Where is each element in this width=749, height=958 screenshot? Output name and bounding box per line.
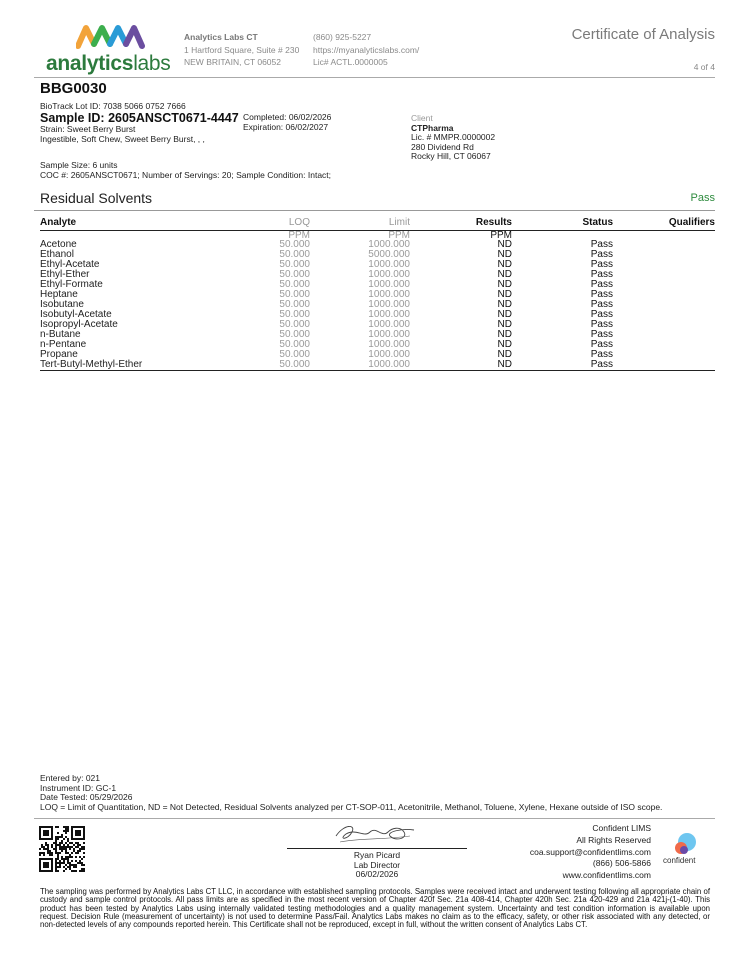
date-tested: Date Tested: 05/29/2026 — [40, 792, 133, 803]
analyte-cell: n-Pentane — [40, 339, 87, 351]
col-status: Status — [512, 217, 613, 230]
document-title: Certificate of Analysis — [571, 26, 715, 43]
limit-cell: 1000.000 — [310, 360, 410, 370]
col-qualifiers: Qualifiers — [613, 217, 715, 230]
analyte-cell: Ethanol — [40, 249, 74, 261]
lab-phone: (860) 925-5227 — [313, 32, 372, 42]
sample-meta — [40, 161, 331, 180]
limit-cell: 1000.000 — [368, 319, 410, 331]
expiration-date: Expiration: 06/02/2027 — [243, 121, 329, 132]
limit-cell: 1000.000 — [368, 239, 410, 251]
signature-image — [330, 822, 420, 847]
result-cell: ND — [497, 289, 512, 301]
status-cell: Pass — [590, 329, 613, 341]
section-divider — [34, 210, 715, 211]
strain-info — [40, 125, 205, 144]
strain: Strain: Sweet Berry Burst — [40, 124, 136, 134]
status-cell: Pass — [590, 239, 613, 251]
result-cell: ND — [497, 269, 512, 281]
analyte-cell: Isopropyl-Acetate — [40, 319, 118, 331]
qualifier-cell — [613, 340, 715, 350]
qualifier-cell — [613, 320, 715, 330]
result-cell: ND — [497, 249, 512, 261]
result-cell: ND — [410, 360, 512, 370]
lab-contact-block — [313, 31, 419, 69]
qualifier-cell — [613, 280, 715, 290]
client-name: CTPharma — [411, 122, 454, 133]
confident-wordmark: confident — [663, 856, 696, 865]
qr-code-icon[interactable] — [39, 826, 85, 872]
client-address2: Rocky Hill, CT 06067 — [411, 151, 491, 162]
result-cell: ND — [497, 259, 512, 271]
loq-cell: 50.000 — [279, 349, 310, 361]
qualifier-cell — [613, 260, 715, 270]
legend-note: LOQ = Limit of Quantitation, ND = Not Detected, Residual Solvents analyzed per CT-SOP-011, Acetonitrile, Methanol, Toluene, Xylene, Hexane outside of ISO scope. — [40, 802, 663, 813]
unit-loq: PPM — [288, 229, 310, 241]
loq-cell: 50.000 — [279, 309, 310, 321]
loq-cell: 50.000 — [279, 239, 310, 251]
qualifier-cell — [613, 310, 715, 320]
entered-by: Entered by: 021 — [40, 773, 101, 783]
limit-cell: 1000.000 — [368, 309, 410, 321]
analyte-cell: Ethyl-Ether — [40, 269, 90, 281]
test-notes — [40, 774, 662, 813]
result-cell: ND — [497, 279, 512, 291]
result-cell: ND — [497, 319, 512, 331]
status-cell: Pass — [590, 309, 613, 321]
sample-id: Sample ID: 2605ANSCT0671-4447 — [40, 111, 239, 125]
lims-phone: (866) 506-5866 — [592, 858, 651, 869]
status-cell: Pass — [590, 249, 613, 261]
instrument-id: Instrument ID: GC-1 — [40, 782, 117, 793]
qualifier-cell — [613, 350, 715, 360]
batch-id: BBG0030 — [40, 80, 107, 97]
loq-cell: 50.000 — [230, 360, 310, 370]
limit-cell: 1000.000 — [368, 339, 410, 351]
qualifier-cell — [613, 360, 715, 370]
loq-cell: 50.000 — [279, 329, 310, 341]
limit-cell: 1000.000 — [368, 289, 410, 301]
residual-solvents-table — [40, 217, 715, 371]
col-analyte: Analyte — [40, 217, 230, 230]
qualifier-cell — [613, 240, 715, 250]
status-cell: Pass — [590, 319, 613, 331]
result-cell: ND — [497, 309, 512, 321]
lab-address-block — [184, 31, 299, 69]
status-cell: Pass — [590, 279, 613, 291]
signature-line — [287, 848, 467, 849]
client-license: Lic. # MMPR.0000002 — [411, 132, 496, 143]
result-cell: ND — [497, 299, 512, 311]
limit-cell: 1000.000 — [368, 349, 410, 361]
table-row — [40, 360, 715, 370]
signer-block — [287, 851, 467, 880]
client-address1: 280 Dividend Rd — [411, 141, 474, 152]
result-cell: ND — [497, 339, 512, 351]
analyte-cell: n-Butane — [40, 329, 81, 341]
section-status-badge: Pass — [690, 192, 715, 204]
unit-limit: PPM — [388, 229, 410, 241]
result-cell: ND — [497, 349, 512, 361]
limit-cell: 1000.000 — [368, 259, 410, 271]
loq-cell: 50.000 — [279, 319, 310, 331]
status-cell: Pass — [590, 299, 613, 311]
result-cell: ND — [497, 329, 512, 341]
lab-address-line2: NEW BRITAIN, CT 06052 — [184, 57, 281, 67]
page-number: 4 of 4 — [693, 62, 715, 72]
logo-mark-icon — [76, 22, 146, 50]
sample-size: Sample Size: 6 units — [40, 160, 118, 170]
limit-cell: 1000.000 — [368, 269, 410, 281]
loq-cell: 50.000 — [279, 289, 310, 301]
analyte-cell: Heptane — [40, 289, 78, 301]
analyte-cell: Acetone — [40, 239, 77, 251]
loq-cell: 50.000 — [279, 259, 310, 271]
lab-website[interactable]: https://myanalyticslabs.com/ — [313, 44, 420, 55]
qualifier-cell — [613, 330, 715, 340]
lims-web[interactable]: www.confidentlims.com — [562, 870, 651, 881]
coc-info: COC #: 2605ANSCT0671; Number of Servings: 20; Sample Condition: Intact; — [40, 169, 332, 180]
status-cell: Pass — [590, 269, 613, 281]
analyte-cell: Tert-Butyl-Methyl-Ether — [40, 360, 230, 370]
lab-address-line1: 1 Hartford Square, Suite # 230 — [184, 44, 300, 55]
lims-info — [530, 823, 651, 882]
signer-title: Lab Director — [353, 859, 401, 870]
limit-cell: 1000.000 — [368, 299, 410, 311]
client-label: Client — [411, 113, 433, 123]
analyte-cell: Propane — [40, 349, 78, 361]
limit-cell: 1000.000 — [368, 279, 410, 291]
status-cell: Pass — [590, 339, 613, 351]
qualifier-cell — [613, 250, 715, 260]
header-divider — [34, 77, 715, 78]
qualifier-cell — [613, 270, 715, 280]
status-cell: Pass — [512, 360, 613, 370]
result-cell: ND — [497, 239, 512, 251]
analyte-cell: Ethyl-Acetate — [40, 259, 100, 271]
limit-cell: 5000.000 — [368, 249, 410, 261]
section-title: Residual Solvents — [40, 190, 153, 206]
signer-date: 06/02/2026 — [355, 869, 399, 879]
analyte-cell: Isobutyl-Acetate — [40, 309, 112, 321]
footer-divider — [34, 818, 715, 819]
loq-cell: 50.000 — [279, 299, 310, 311]
completed-date: Completed: 06/02/2026 — [243, 112, 332, 122]
lims-email[interactable]: coa.support@confidentlims.com — [529, 846, 651, 857]
analyte-cell: Isobutane — [40, 299, 84, 311]
loq-cell: 50.000 — [279, 279, 310, 291]
lab-name: Analytics Labs CT — [184, 32, 258, 42]
loq-cell: 50.000 — [279, 269, 310, 281]
lab-license: Lic# ACTL.0000005 — [313, 57, 388, 67]
unit-results: PPM — [490, 229, 512, 241]
dates-block — [243, 113, 331, 132]
col-loq: LOQ — [230, 217, 310, 230]
lims-name: Confident LIMS — [592, 823, 651, 833]
loq-cell: 50.000 — [279, 339, 310, 351]
limit-cell: 1000.000 — [368, 329, 410, 341]
signer-name: Ryan Picard — [353, 850, 401, 860]
product-type: Ingestible, Soft Chew, Sweet Berry Burst, , , — [40, 133, 205, 144]
client-block — [411, 114, 495, 162]
lims-rights: All Rights Reserved — [576, 834, 651, 845]
col-results: Results — [410, 217, 512, 230]
analyte-cell: Ethyl-Formate — [40, 279, 103, 291]
logo-wordmark: analyticslabs — [46, 52, 171, 75]
analytics-labs-logo — [46, 22, 171, 77]
loq-cell: 50.000 — [279, 249, 310, 261]
status-cell: Pass — [590, 259, 613, 271]
col-limit: Limit — [310, 217, 410, 230]
status-cell: Pass — [590, 349, 613, 361]
table-header-row — [40, 217, 715, 230]
biotrack-lot-id: BioTrack Lot ID: 7038 5066 0752 7666 — [40, 101, 186, 111]
disclaimer-text: The sampling was performed by Analytics Labs CT LLC, in accordance with established sampling protocols. Samples were received intact and underwent testing following all appropriate chain of custody and sample control protocols. All pass limits are as specified in the most recent version of Chapter 420f Sec. 21a 408-414, Chapter 420h Sec. 21a 420-429 and 21a 421j-(1-40). This product has been tested by Analytics Labs using internally validated testing methodologies and a quality management system. Uncertainty and test condition information is available upon request. Decision Rule (measurement of uncertainty) is not used to determine Pass/Fail. Analytics Labs makes no claim as to the efficacy, safety, or other risk associated with any detected, or non-detected levels of any compounds reported herein. This Certificate shall not be reproduced, except in full, without the written consent of Analytics Labs CT. — [40, 887, 710, 930]
qualifier-cell — [613, 290, 715, 300]
status-cell: Pass — [590, 289, 613, 301]
qualifier-cell — [613, 300, 715, 310]
